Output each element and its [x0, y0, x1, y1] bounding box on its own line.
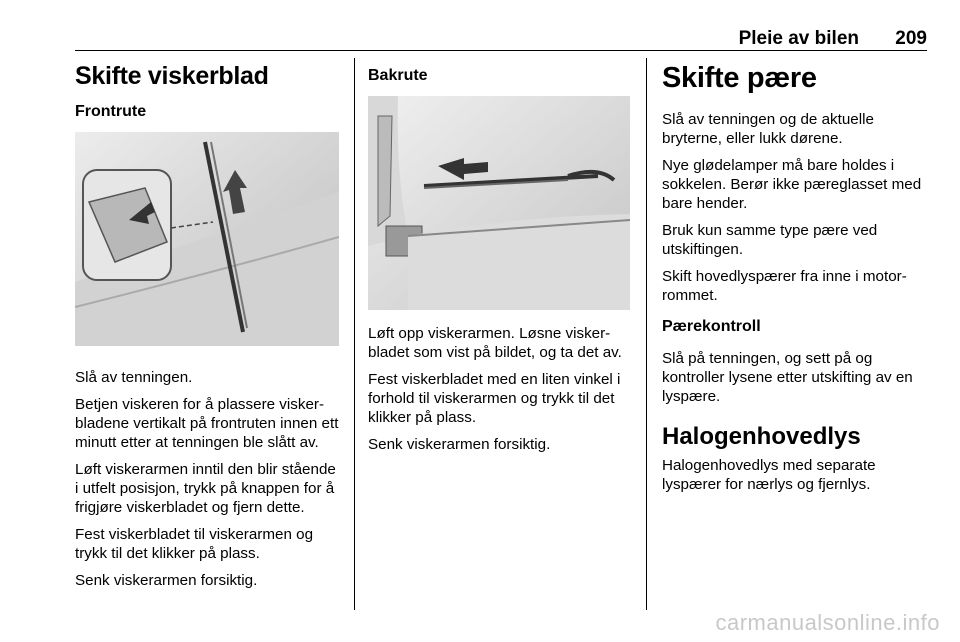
paragraph: Slå av tenningen. — [75, 369, 193, 386]
paragraph: Skift hovedlyspærer fra inne i motor-rommet. — [662, 268, 907, 304]
subheading-halogen: Halogenhovedlys — [662, 423, 861, 450]
paragraph: Bruk kun samme type pære ved utskiftingen. — [662, 222, 878, 258]
paragraph: Senk viskerarmen forsiktig. — [75, 572, 258, 589]
section-title-wiper-blade: Skifte viskerblad — [75, 62, 269, 90]
paragraph: Nye glødelamper må bare holdes i sokkelen. Berør ikke pæreglasset med bare hender. — [662, 157, 922, 212]
column-divider-1 — [354, 58, 355, 610]
paragraph: Slå av tenningen og de aktuelle bryterne, eller lukk dørene. — [662, 111, 874, 147]
page-number: 209 — [895, 28, 927, 49]
subheading-bulb-check: Pærekontroll — [662, 318, 761, 335]
column-3 — [662, 60, 930, 502]
header-title: Pleie av bilen — [738, 28, 859, 49]
watermark: carmanualsonline.info — [715, 610, 940, 635]
paragraph: Senk viskerarmen forsiktig. — [368, 436, 551, 453]
subheading-bakrute: Bakrute — [368, 67, 428, 84]
header-rule — [75, 50, 927, 51]
paragraph: Betjen viskeren for å plassere visker-bladene vertikalt på frontruten innen ett minutt etter at tenningen ble slått av. — [75, 396, 339, 451]
paragraph: Løft viskerarmen inntil den blir stående i utfelt posisjon, trykk på knappen for å frigjøre viskerbladet og fjern dette. — [75, 461, 336, 516]
paragraph: Slå på tenningen, og sett på og kontroller lysene etter utskifting av en lyspære. — [662, 350, 913, 405]
paragraph: Fest viskerbladet til viskerarmen og trykk til det klikker på plass. — [75, 526, 314, 562]
paragraph: Halogenhovedlys med separate lyspærer for nærlys og fjernlys. — [662, 457, 876, 493]
front-wiper-illustration — [75, 132, 339, 346]
column-2 — [368, 60, 636, 462]
section-title-bulb: Skifte pære — [662, 62, 817, 94]
paragraph: Løft opp viskerarmen. Løsne visker-bladet som vist på bildet, og ta det av. — [368, 325, 622, 361]
subheading-frontrute: Frontrute — [75, 103, 147, 120]
page-header — [75, 28, 927, 50]
rear-wiper-illustration — [368, 96, 630, 310]
column-1 — [75, 60, 343, 598]
column-divider-2 — [646, 58, 647, 610]
paragraph: Fest viskerbladet med en liten vinkel i forhold til viskerarmen og trykk til det klikker på plass. — [368, 371, 621, 426]
